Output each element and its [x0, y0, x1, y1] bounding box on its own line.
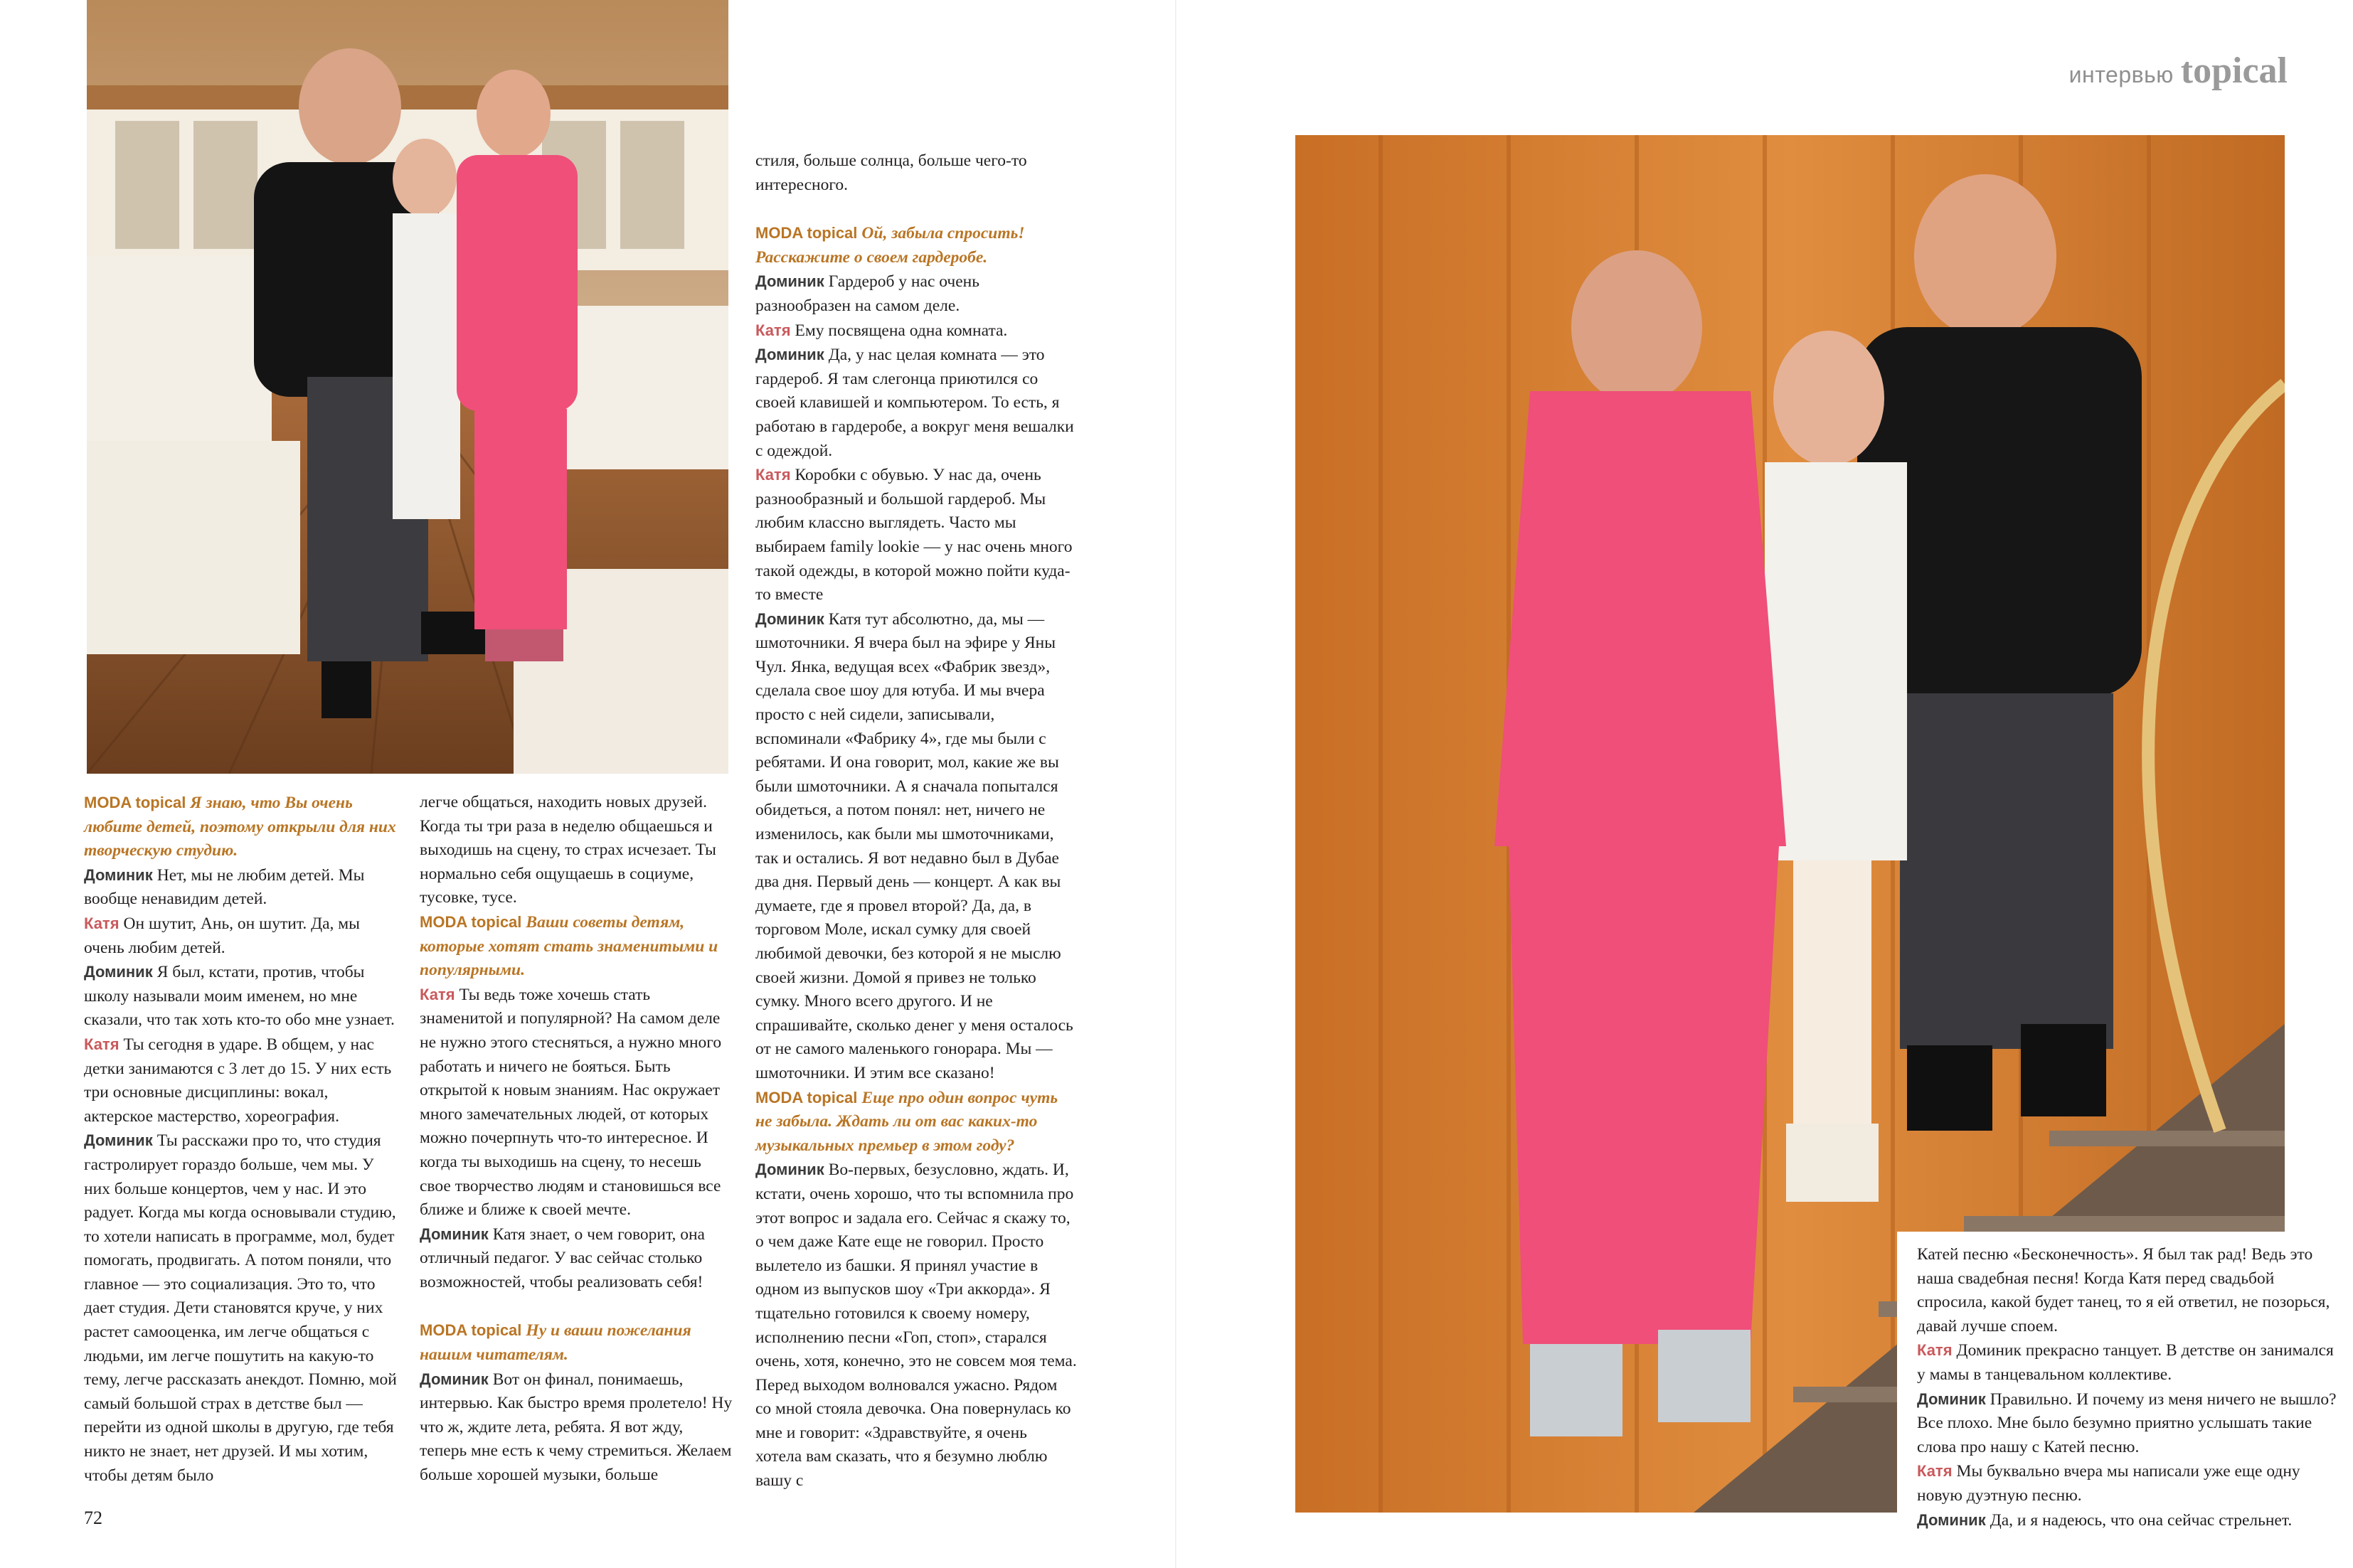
interview-segment: [755, 1158, 1077, 1493]
speech-text: Ну и ваши пожелания нашим читателям.: [420, 1321, 691, 1365]
interview-segment: [1917, 1387, 2337, 1460]
speaker-name: Доминик: [755, 1161, 824, 1179]
page-number: 72: [84, 1508, 102, 1528]
interview-segment: [420, 1318, 733, 1367]
speech-text: Доминик прекрасно танцует. В детстве он занимался у мамы в танцевальном коллективе.: [1917, 1341, 2334, 1384]
speech-text: Нет, мы не любим детей. Мы вообще ненавидим детей.: [84, 865, 365, 909]
speech-text: Катей песню «Бесконечность». Я был так рад! Ведь это наша свадебная песня! Когда Катя перед свадьбой спросила, какой будет танец, то я ей ответил, не позорься, давай лучше споем.: [1917, 1245, 2330, 1335]
speaker-name: Доминик: [420, 1225, 489, 1243]
speaker-name: MODA topical: [420, 912, 522, 931]
interview-segment: [755, 270, 1077, 318]
speech-text: легче общаться, находить новых друзей. Когда ты три раза в неделю общаешься и выходишь на сцену, то страх исчезает. Ты нормально себя ощущаешь в социуме, тусовке, тусе.: [420, 793, 716, 907]
speaker-name: MODA topical: [755, 1088, 858, 1106]
section-header: [2069, 50, 2288, 92]
interview-segment: [84, 960, 397, 1033]
interview-segment: [755, 149, 1077, 197]
speech-text: Я был, кстати, против, чтобы школу называли моим именем, но мне сказали, что так хоть кто-то обо мне узнает.: [84, 963, 395, 1030]
speech-text: Да, у нас целая комната — это гардероб. Я там слегонца приютился со своей клавишей и компьютером. То есть, я работаю в гардеробе, а вокруг меня вешалки с одеждой.: [755, 346, 1074, 460]
text-column-4: [1897, 1232, 2337, 1550]
header-brand: topical: [2180, 50, 2288, 91]
speaker-name: MODA topical: [84, 794, 186, 811]
speech-text: Ваши советы детям, которые хотят стать знаменитыми и популярными.: [420, 912, 718, 980]
speech-text: стиля, больше солнца, больше чего-то интересного.: [755, 151, 1027, 194]
speaker-name: Доминик: [1917, 1390, 1986, 1408]
speech-text: Во-первых, безусловно, ждать. И, кстати, очень хорошо, что ты вспомнила про этот вопрос и задала его. Сейчас я скажу то, о чем даже Кате еще не говорил. Просто вылетело из башки. Я принял участие в одном из выпусков шоу «Три аккорда». Я тщательно готовился к своему номеру, исполнению песни «Гоп, стоп», старался очень, хотя, конечно, это не совсем моя тема. Перед выходом волновался ужасно. Рядом со мной стояла девочка. Она повернулась ко мне и говорит: «Здравствуйте, я очень хотела вам сказать, что я безумно люблю вашу с: [755, 1161, 1077, 1490]
interview-segment: [755, 1086, 1077, 1158]
speaker-name: Катя: [1917, 1462, 1953, 1481]
interview-segment: [420, 1367, 733, 1488]
interview-segment: [420, 791, 733, 910]
speech-text: Еще про один вопрос чуть не забыла. Ждать ли от вас каких-то музыкальных премьер в этом году?: [755, 1088, 1058, 1155]
interview-segment: [755, 319, 1077, 343]
speech-text: Мы буквально вчера мы написали уже еще одну новую дуэтную песню.: [1917, 1462, 2300, 1505]
speaker-name: Катя: [420, 985, 455, 1003]
speech-text: Ему посвящена одна комната.: [795, 321, 1008, 340]
speaker-name: Катя: [755, 321, 791, 339]
speaker-name: Катя: [755, 466, 791, 484]
interview-segment: [1917, 1243, 2337, 1338]
speech-text: Вот он финал, понимаешь, интервью. Как быстро время пролетело! Ну что ж, ждите лета, ребята. Я вот жду, теперь мне есть к чему стремиться. Желаем больше хорошей музыки, больше: [420, 1370, 733, 1485]
speaker-name: Катя: [84, 1035, 119, 1053]
speech-text: Он шутит, Ань, он шутит. Да, мы очень любим детей.: [84, 914, 360, 957]
interview-segment: [1917, 1338, 2337, 1387]
speaker-name: Доминик: [84, 865, 153, 884]
speech-text: Ты расскажи про то, что студия гастролирует гораздо больше, чем мы. У них больше концертов, чем у нас. И это радует. Когда мы когда основывали студию, то хотели написать в программе, мол, будет помогать, продвигать. А потом поняли, что главное — это социализация. Это то, что дает студия. Дети становятся круче, у них растет самооценка, им легче общаться с людьми, им легче пошутить на какую-то тему, легче рассказать анекдот. Помню, мой самый большой страх в детстве был — перейти из одной школы в другую, где тебя никто не знает, нет друзей. И мы хотим, чтобы детям было: [84, 1131, 397, 1485]
interview-segment: [755, 343, 1077, 463]
interview-segment: [84, 912, 397, 960]
speaker-name: Доминик: [755, 609, 824, 628]
interview-segment: [755, 221, 1077, 270]
speaker-name: Доминик: [1917, 1510, 1986, 1529]
interview-segment: [420, 983, 733, 1222]
speech-text: Я знаю, что Вы очень любите детей, поэтому открыли для них творческую студию.: [84, 794, 396, 860]
text-column-3: [755, 149, 1077, 1493]
speech-text: Гардероб у нас очень разнообразен на самом деле.: [755, 272, 979, 315]
interview-segment: [1917, 1459, 2337, 1508]
interview-segment: [420, 910, 733, 983]
interview-segment: [755, 607, 1077, 1086]
left-page: [0, 0, 1176, 1568]
speech-text: Ой, забыла спросить! Расскажите о своем гардеробе.: [755, 224, 1025, 267]
speaker-name: Катя: [1917, 1341, 1953, 1360]
speaker-name: Доминик: [420, 1370, 489, 1388]
restaurant-photo-icon: [87, 0, 728, 774]
speaker-name: MODA topical: [420, 1321, 522, 1340]
left-photo: [87, 0, 728, 774]
interview-segment: [1917, 1508, 2337, 1533]
speech-text: Катя тут абсолютно, да, мы — шмоточники. Я вчера был на эфире у Яны Чул. Янка, ведущая всех «Фабрик звезд», сделала свое шоу для ютуба. И мы вчера просто с ней сидели, записывали, вспоминали «Фабрику 4», где мы были с ребятами. И она говорит, мол, какие же вы были шмоточники. А я сначала попытался обидеться, а потом понял: нет, ничего не изменилось, как были мы шмоточниками, так и остались. Я вот недавно был в Дубае два дня. Первый день — концерт. А как вы думаете, где я провел второй? Да, да, в торговом Моле, искал сумку для своей любимой девочки, без которой я не мыслю своей жизни. Домой я привез не только сумку. Много всего другого. И не спрашивайте, сколько денег у меня осталось от не самого маленького гонорара. Мы — шмоточники. И этим все сказано!: [755, 609, 1073, 1082]
speech-text: Ты ведь тоже хочешь стать знаменитой и популярной? На самом деле не нужно этого стесняться, а нужно много работать и ничего не бояться. Быть открытой к новым знаниям. Нас окружает много замечательных людей, от которых можно почерпнуть что-то интересное. И когда ты выходишь на сцену, то несешь свое творчество людям и становишься все ближе и ближе к своей мечте.: [420, 985, 722, 1220]
speech-text: Ты сегодня в ударе. В общем, у нас детки занимаются с 3 лет до 15. У них есть три основные дисциплины: вокал, актерское мастерство, хореография.: [84, 1035, 392, 1126]
speaker-name: Катя: [84, 914, 119, 932]
speech-text: Катя знает, о чем говорит, она отличный педагог. У вас сейчас столько возможностей, чтобы реализовать себя!: [420, 1225, 705, 1291]
interview-segment: [84, 1033, 397, 1129]
speaker-name: Доминик: [755, 346, 824, 364]
text-column-1: [84, 791, 397, 1488]
speech-text: Коробки с обувью. У нас да, очень разнообразный и большой гардероб. Мы любим классно выглядеть. Часто мы выбираем family lookie — у нас очень много такой одежды, в которой можно пойти куда-то вместе: [755, 466, 1073, 604]
interview-segment: [84, 1129, 397, 1488]
text-column-2: [420, 791, 733, 1488]
speech-text: Да, и я надеюсь, что она сейчас стрельнет.: [1990, 1510, 2293, 1530]
interview-segment: [84, 863, 397, 912]
speaker-name: Доминик: [84, 1131, 153, 1150]
header-section-label: интервью: [2068, 62, 2174, 87]
speaker-name: Доминик: [755, 272, 824, 291]
speech-text: Правильно. И почему из меня ничего не вышло? Все плохо. Мне было безумно приятно услышать такие слова про нашу с Катей песню.: [1917, 1390, 2337, 1456]
speaker-name: Доминик: [84, 963, 153, 981]
interview-segment: [755, 463, 1077, 607]
interview-segment: [420, 1222, 733, 1295]
interview-segment: [84, 791, 397, 863]
speaker-name: MODA topical: [755, 224, 858, 242]
